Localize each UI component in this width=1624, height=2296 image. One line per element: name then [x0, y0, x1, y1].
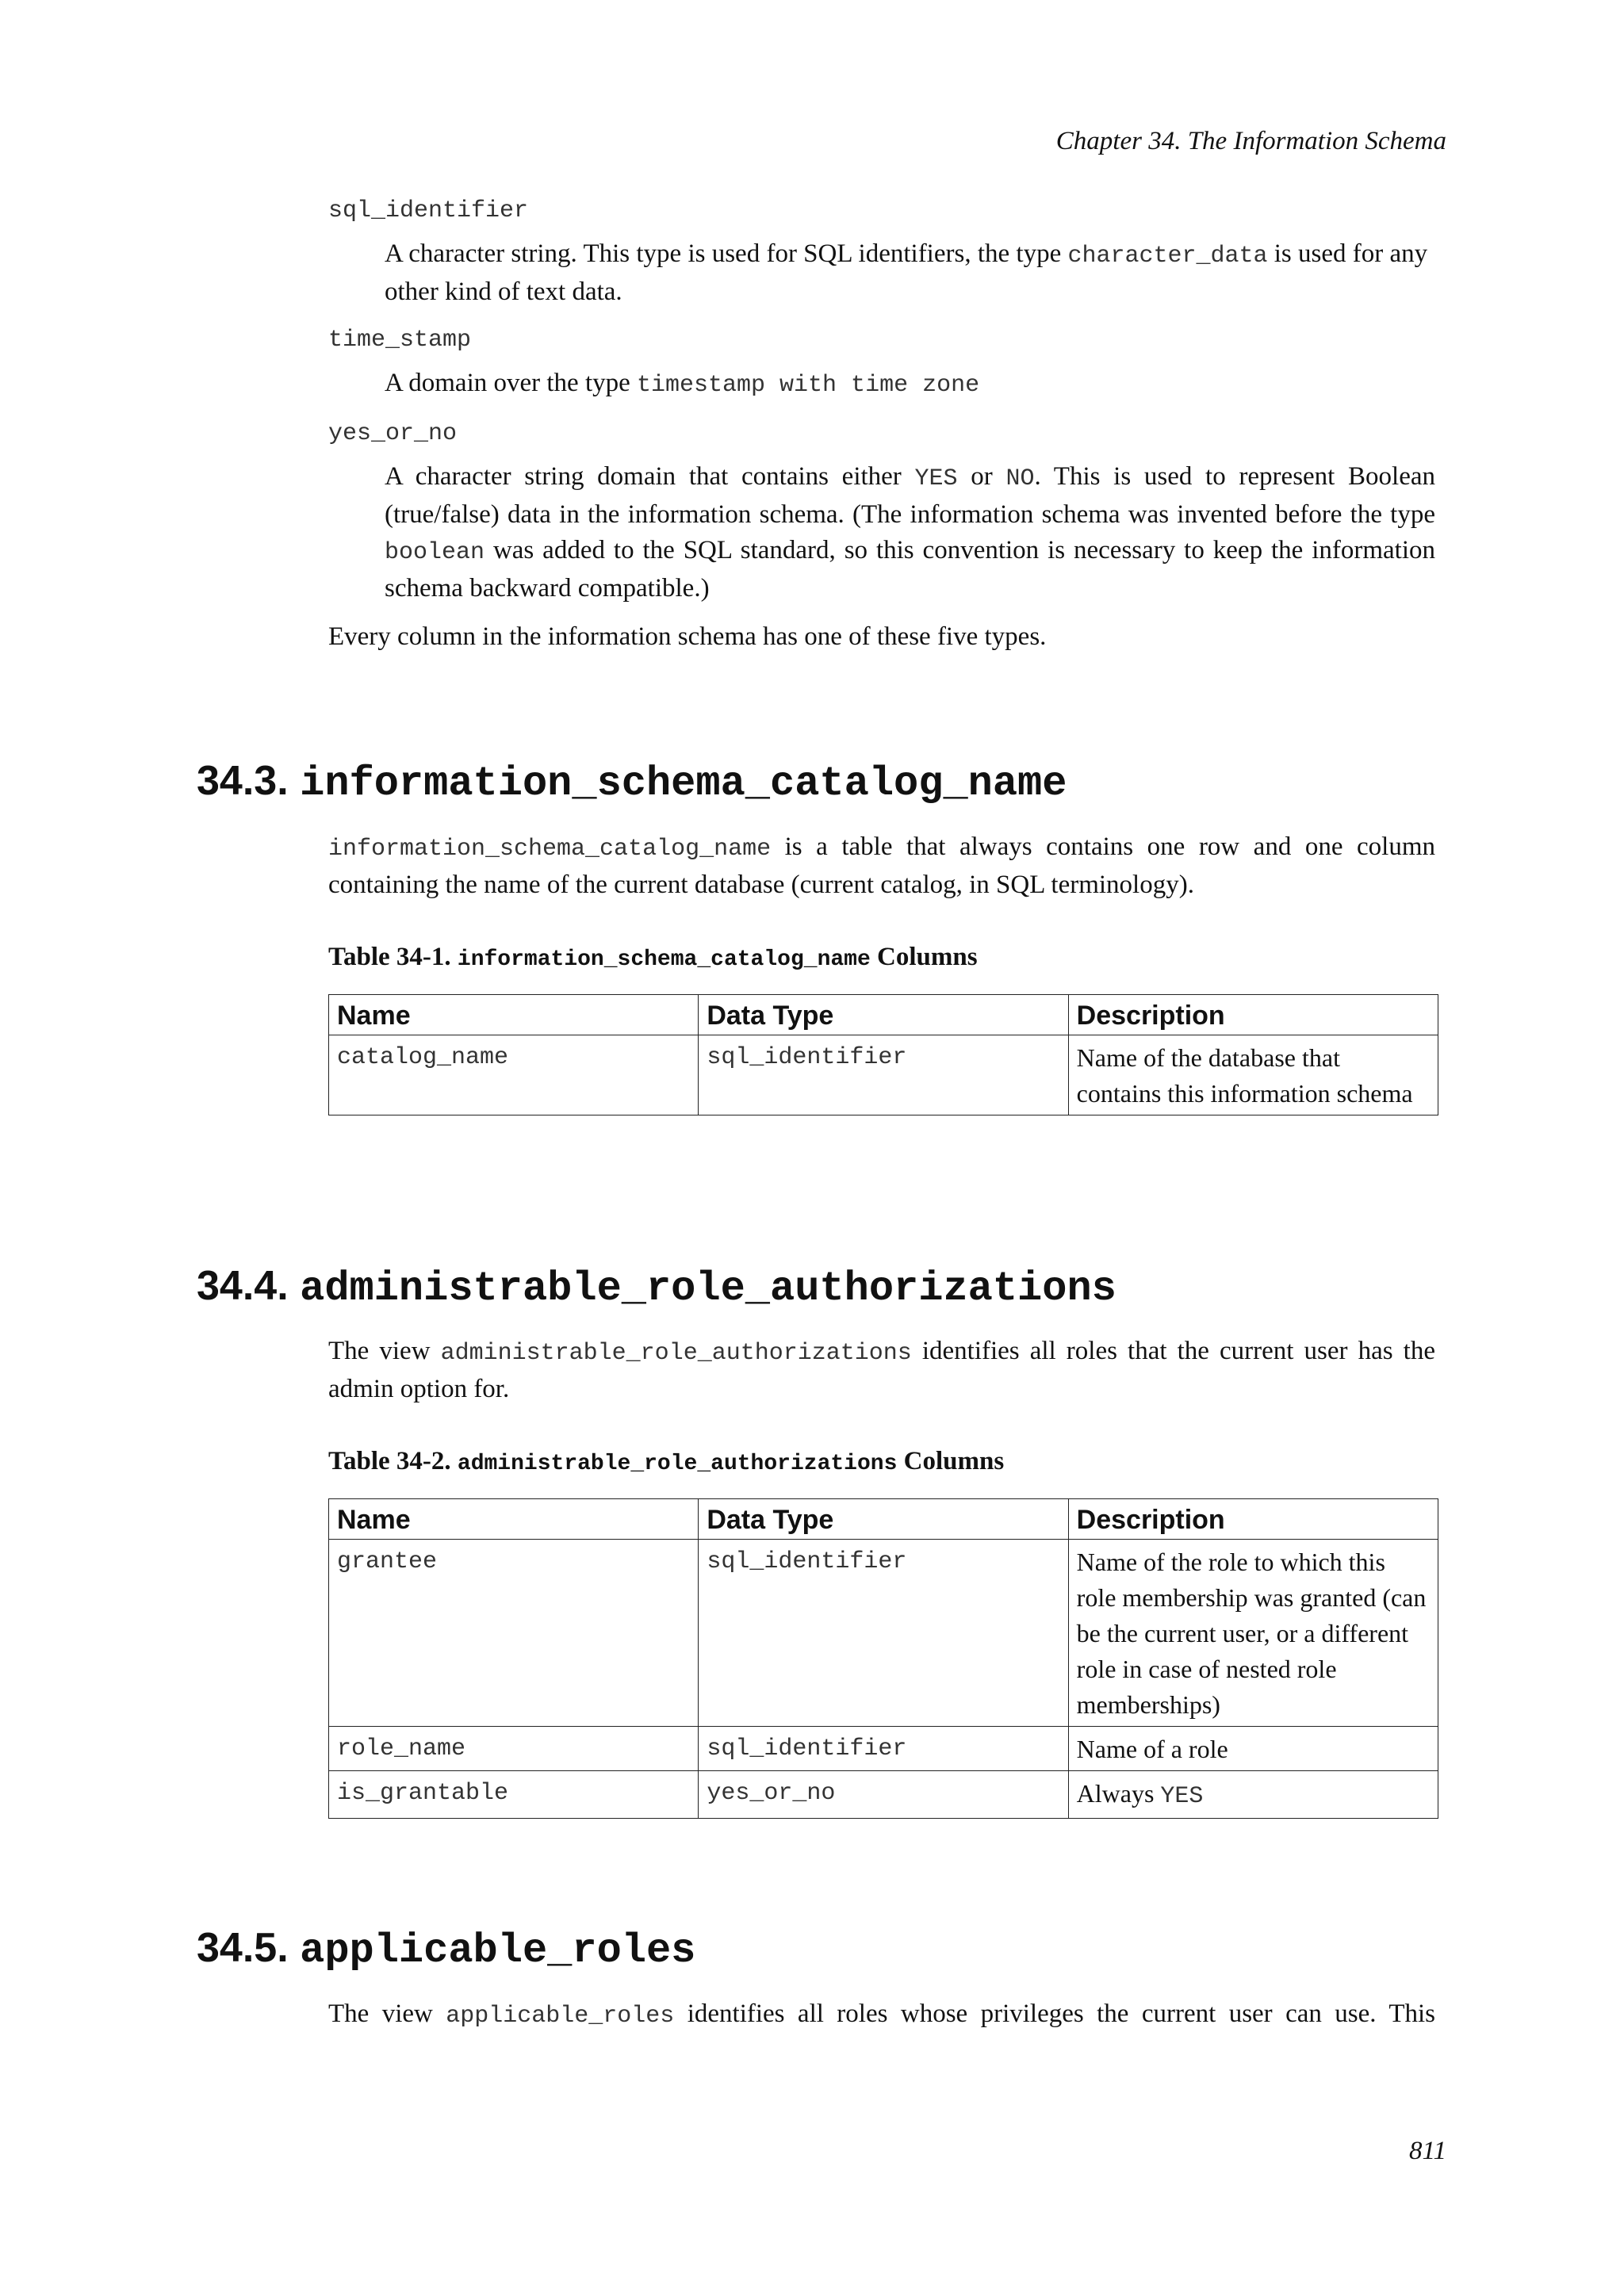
- def-yes-or-no: A character string domain that contains either YES or NO. This is used to represent Boolean (true/false) data in the information schema. (The information schema was invented before the type boolean was added to the SQL standard, so this convention is necessary to keep the information schema backward compatible.): [385, 462, 1436, 603]
- cell-description: Name of the role to which this role membership was granted (can be the current user, or a different role in case of nested role memberships): [1068, 1540, 1438, 1727]
- running-header: Chapter 34. The Information Schema: [1055, 127, 1446, 155]
- table-34-1-title: Table 34-1. information_schema_catalog_name Columns: [328, 943, 978, 972]
- type-definitions: [328, 193, 1435, 655]
- cell-description: Name of the database that contains this information schema: [1068, 1035, 1438, 1115]
- table-row: [329, 1771, 1438, 1819]
- table-row: [329, 1035, 1438, 1115]
- section-heading-34-4: 34.4. administrable_role_authorizations: [197, 1263, 1116, 1312]
- column-header-data-type: Data Type: [699, 995, 1068, 1035]
- cell-description: Name of a role: [1068, 1727, 1438, 1771]
- column-header-description: Description: [1068, 1499, 1438, 1540]
- section-34-5-body: [328, 1996, 1435, 2034]
- cell-data-type: yes_or_no: [699, 1771, 1068, 1819]
- column-header-name: Name: [329, 995, 699, 1035]
- table-header-row: [329, 1499, 1438, 1540]
- section-34-3-intro: information_schema_catalog_name is a table that always contains one row and one column containing the name of the current database (current catalog, in SQL terminology).: [328, 832, 1435, 899]
- cell-name: role_name: [329, 1727, 699, 1771]
- section-34-3-body: [328, 829, 1435, 1115]
- cell-name: catalog_name: [329, 1035, 699, 1115]
- term-time-stamp: time_stamp: [328, 327, 472, 354]
- def-time-stamp: A domain over the type timestamp with time zone: [385, 369, 980, 399]
- cell-name: is_grantable: [329, 1771, 699, 1819]
- section-34-4-intro: The view administrable_role_authorizations identifies all roles that the current user has the admin option for.: [328, 1337, 1436, 1403]
- term-yes-or-no: yes_or_no: [328, 420, 458, 447]
- table-header-row: [329, 995, 1438, 1035]
- section-heading-34-3: 34.3. information_schema_catalog_name: [197, 758, 1067, 807]
- page-number: 811: [1408, 2137, 1446, 2165]
- def-sql-identifier: A character string. This type is used for SQL identifiers, the type character_data is used for any other kind of text data.: [385, 239, 1428, 306]
- table-row: [329, 1540, 1438, 1727]
- cell-description: Always YES: [1068, 1771, 1438, 1819]
- column-header-description: Description: [1068, 995, 1438, 1035]
- column-header-data-type: Data Type: [699, 1499, 1068, 1540]
- cell-data-type: sql_identifier: [699, 1540, 1068, 1727]
- column-header-name: Name: [329, 1499, 699, 1540]
- cell-name: grantee: [329, 1540, 699, 1727]
- table-34-2: [328, 1498, 1438, 1819]
- term-sql-identifier: sql_identifier: [328, 197, 529, 224]
- section-34-4-body: [328, 1334, 1435, 1819]
- table-row: [329, 1727, 1438, 1771]
- table-34-1: [328, 994, 1438, 1115]
- cell-data-type: sql_identifier: [699, 1727, 1068, 1771]
- section-34-5-intro: The view applicable_roles identifies all roles whose privileges the current user can use. This: [328, 1999, 1435, 2030]
- table-34-2-title: Table 34-2. administrable_role_authorizations Columns: [328, 1447, 1005, 1476]
- cell-data-type: sql_identifier: [699, 1035, 1068, 1115]
- section-heading-34-5: 34.5. applicable_roles: [197, 1925, 696, 1974]
- summary-paragraph: Every column in the information schema has one of these five types.: [328, 622, 1047, 651]
